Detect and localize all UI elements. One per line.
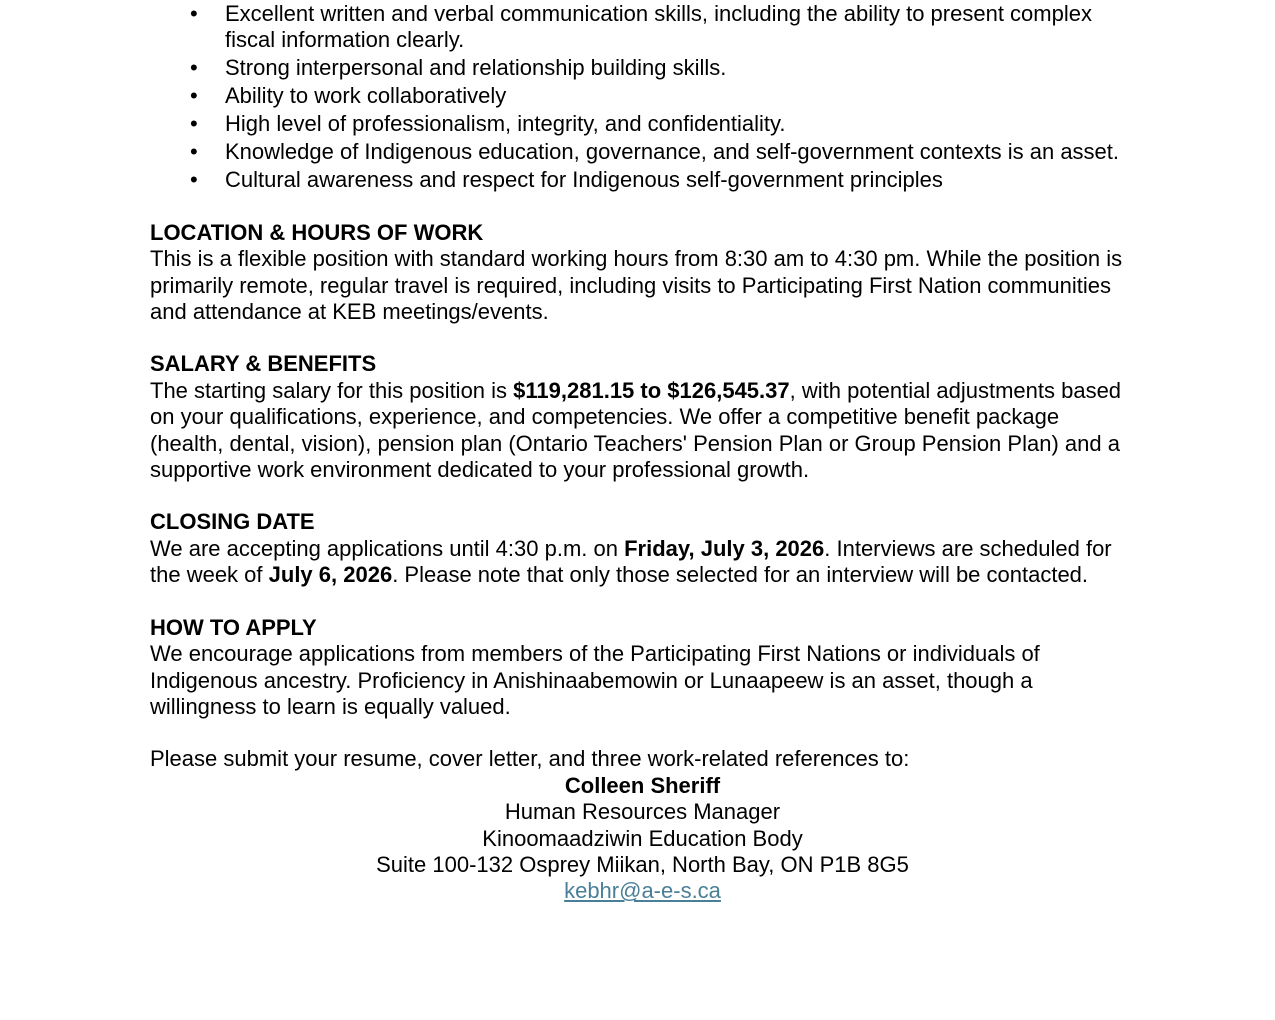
bullet-icon: • bbox=[190, 1, 198, 26]
closing-text-2: . Interviews are scheduled for the week of bbox=[150, 535, 1112, 588]
location-body: This is a flexible position with standard working hours from 8:30 am to 4:30 pm. While the position is primarily remote, regular travel is required, including visits to Participating First Nation communities and attendance at KEB meetings/events. bbox=[150, 246, 1123, 325]
salary-section bbox=[150, 351, 1135, 483]
bullet-icon: • bbox=[190, 83, 198, 109]
bullet-icon: • bbox=[190, 55, 198, 81]
contact-email-link[interactable]: kebhr@a-e-s.ca bbox=[564, 878, 721, 904]
list-item bbox=[150, 111, 1135, 137]
contact-block bbox=[150, 773, 1135, 905]
closing-text-1: We are accepting applications until 4:30 p.m. on bbox=[150, 535, 625, 561]
apply-body: We encourage applications from members of the Participating First Nations or individuals of Indigenous ancestry. Proficiency in Anishinaabemowin or Lunaapeew is an asset, though a willingness to learn is equally valued. bbox=[150, 641, 1040, 719]
apply-heading: HOW TO APPLY bbox=[150, 614, 317, 640]
contact-name: Colleen Sheriff bbox=[564, 772, 721, 798]
bullet-icon: • bbox=[190, 167, 198, 193]
submit-instructions: Please submit your resume, cover letter, and three work-related references to: bbox=[150, 746, 910, 772]
location-section bbox=[150, 220, 1135, 326]
interview-date: July 6, 2026 bbox=[268, 562, 393, 588]
salary-heading: SALARY & BENEFITS bbox=[150, 351, 377, 377]
list-item bbox=[150, 167, 1135, 193]
requirement-text: Ability to work collaboratively bbox=[225, 83, 507, 109]
salary-text-before: The starting salary for this position is bbox=[150, 377, 514, 403]
bullet-icon: • bbox=[190, 111, 198, 137]
closing-heading: CLOSING DATE bbox=[150, 509, 315, 535]
requirement-text: Strong interpersonal and relationship building skills. bbox=[225, 55, 727, 81]
salary-body bbox=[150, 378, 1135, 484]
contact-address: Suite 100-132 Osprey Miikan, North Bay, ON P1B 8G5 bbox=[376, 851, 909, 877]
list-item bbox=[150, 55, 1135, 81]
closing-date: Friday, July 3, 2026 bbox=[624, 535, 825, 561]
requirement-text: Knowledge of Indigenous education, governance, and self-government contexts is an asset. bbox=[225, 139, 1120, 165]
requirement-text: Excellent written and verbal communication skills, including the ability to present complex fiscal information clearly. bbox=[225, 1, 1092, 53]
closing-body bbox=[150, 536, 1135, 589]
document-page bbox=[150, 1, 1135, 905]
requirement-text: High level of professionalism, integrity, and confidentiality. bbox=[225, 111, 786, 137]
bullet-icon: • bbox=[190, 139, 198, 165]
contact-title: Human Resources Manager bbox=[504, 799, 781, 825]
contact-organization: Kinoomaadziwin Education Body bbox=[482, 825, 803, 851]
submit-section bbox=[150, 746, 1135, 904]
list-item bbox=[150, 83, 1135, 109]
salary-text-after: , with potential adjustments based on your qualifications, experience, and competencies. We offer a competitive benefit package (health, dental, vision), pension plan (Ontario Teachers' Pension Plan or Group Pension Plan) and a supportive work environment dedicated to your professional growth. bbox=[150, 377, 1122, 483]
closing-section bbox=[150, 509, 1135, 588]
apply-section bbox=[150, 615, 1135, 721]
closing-text-3: . Please note that only those selected for an interview will be contacted. bbox=[392, 562, 1089, 588]
requirements-list bbox=[150, 1, 1135, 194]
location-heading: LOCATION & HOURS OF WORK bbox=[150, 219, 484, 245]
list-item bbox=[150, 1, 1135, 54]
requirement-text: Cultural awareness and respect for Indigenous self-government principles bbox=[225, 167, 943, 193]
salary-amount: $119,281.15 to $126,545.37 bbox=[513, 377, 790, 403]
list-item bbox=[150, 139, 1135, 165]
